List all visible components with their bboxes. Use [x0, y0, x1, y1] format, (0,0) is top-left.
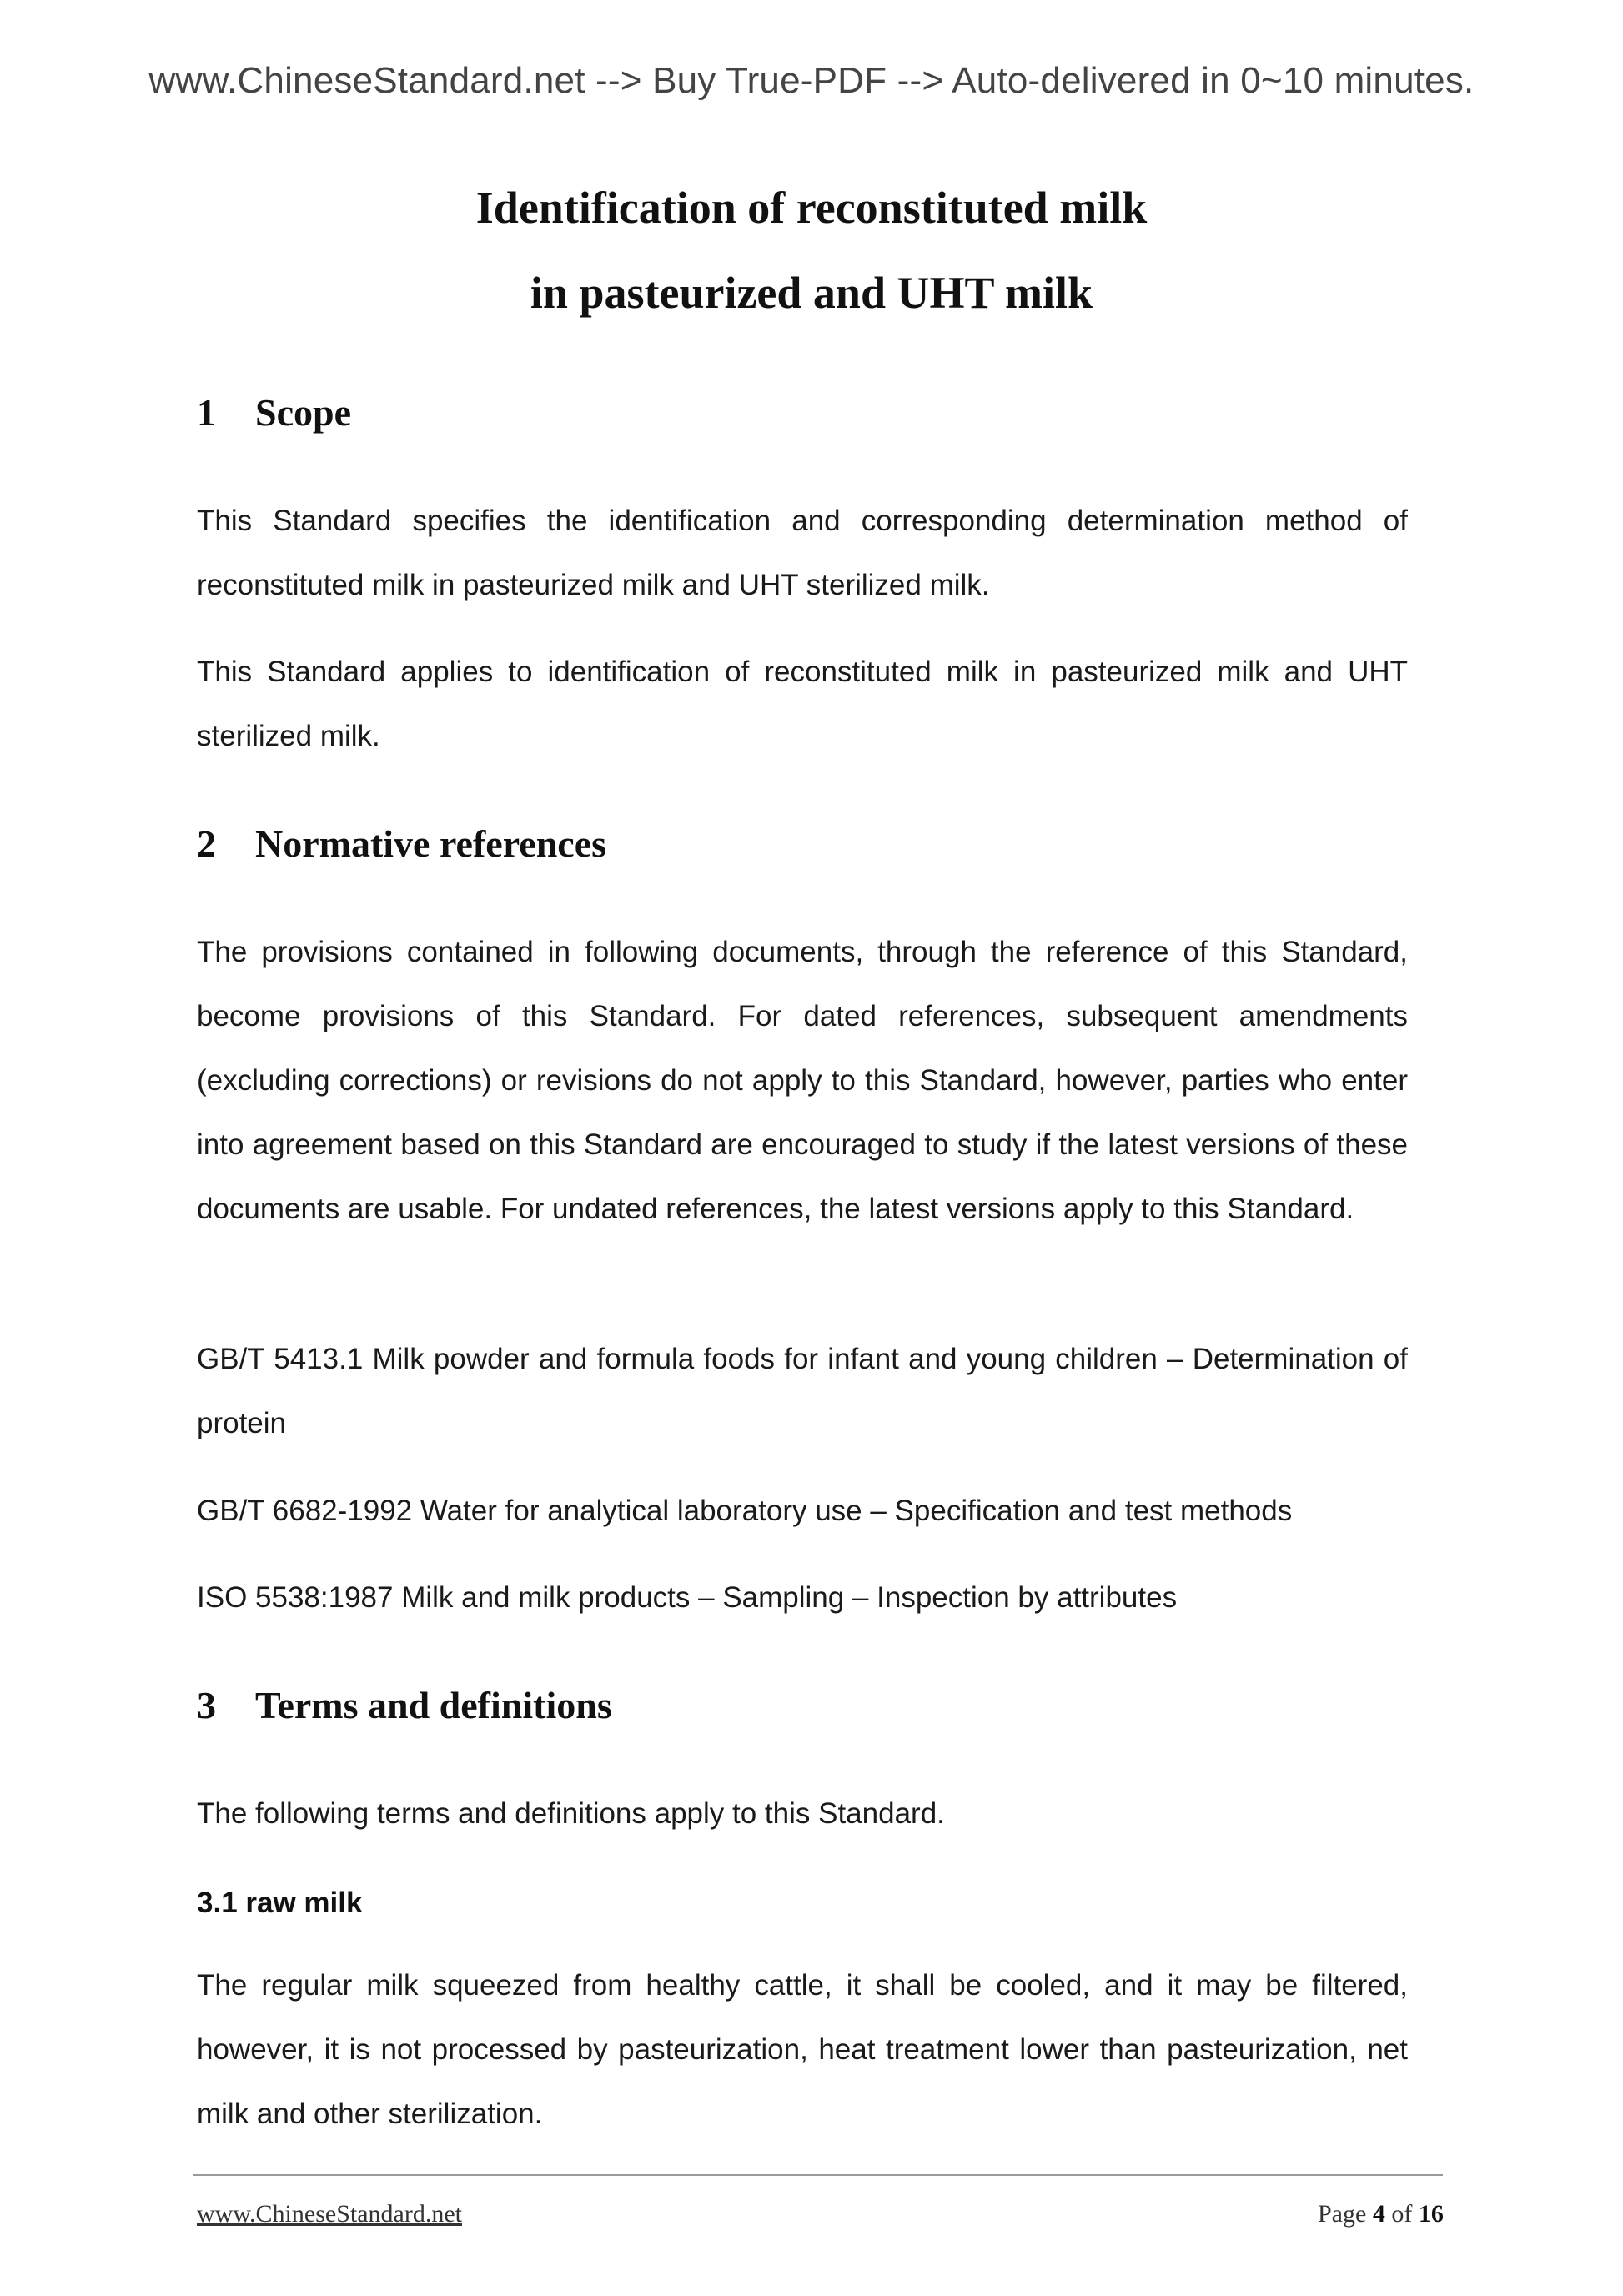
footer-divider [193, 2174, 1443, 2176]
page-label: Page [1318, 2200, 1367, 2228]
reference-item: ISO 5538:1987 Milk and milk products – Sampling – Inspection by attributes [197, 1581, 1178, 1614]
references-paragraph: The provisions contained in following documents, through the reference of this Standard, become provisions of this Standard. For dated references, subsequent amendments (excluding corrections) or revisions do not apply to this Standard, however, parties who enter into agreement based on this Standard are encouraged to study if the latest versions of these documents are usable. For undated references, the latest versions apply to this Standard. [197, 936, 1408, 1225]
term-heading-raw-milk: 3.1 raw milk [197, 1887, 363, 1919]
page-of-label: of [1391, 2200, 1413, 2228]
current-page: 4 [1372, 2200, 1385, 2228]
section-number: 2 [197, 822, 216, 865]
section-number: 3 [197, 1684, 216, 1726]
section-title: Normative references [255, 822, 607, 865]
section-heading-references [197, 821, 606, 866]
term-definition-raw-milk: The regular milk squeezed from healthy cattle, it shall be cooled, and it may be filtered, however, it is not processed by pasteurization, heat treatment lower than pasteurization, net milk and other sterilization. [197, 1969, 1408, 2130]
footer-website-link[interactable]: www.ChineseStandard.net [197, 2200, 462, 2228]
scope-paragraph-2: This Standard applies to identification of reconstituted milk in pasteurized milk and UHT sterilized milk. [197, 656, 1408, 752]
document-title-line-2: in pasteurized and UHT milk [530, 268, 1093, 318]
section-title: Terms and definitions [255, 1684, 612, 1726]
reference-item: GB/T 5413.1 Milk powder and formula foods for infant and young children – Determination of protein [197, 1343, 1408, 1439]
reference-item: GB/T 6682-1992 Water for analytical laboratory use – Specification and test methods [197, 1495, 1293, 1527]
scope-paragraph-1: This Standard specifies the identification and corresponding determination method of reconstituted milk in pasteurized milk and UHT sterilized milk. [197, 505, 1408, 601]
document-title-line-1: Identification of reconstituted milk [475, 183, 1148, 233]
total-pages: 16 [1418, 2200, 1444, 2228]
section-heading-scope [197, 390, 351, 435]
section-heading-terms [197, 1683, 612, 1727]
top-banner[interactable]: www.ChineseStandard.net --> Buy True-PDF --> Auto-delivered in 0~10 minutes. [148, 60, 1475, 101]
page-number [1318, 2200, 1444, 2228]
section-title: Scope [255, 391, 351, 434]
terms-paragraph: The following terms and definitions apply to this Standard. [197, 1797, 945, 1830]
section-number: 1 [197, 391, 216, 434]
